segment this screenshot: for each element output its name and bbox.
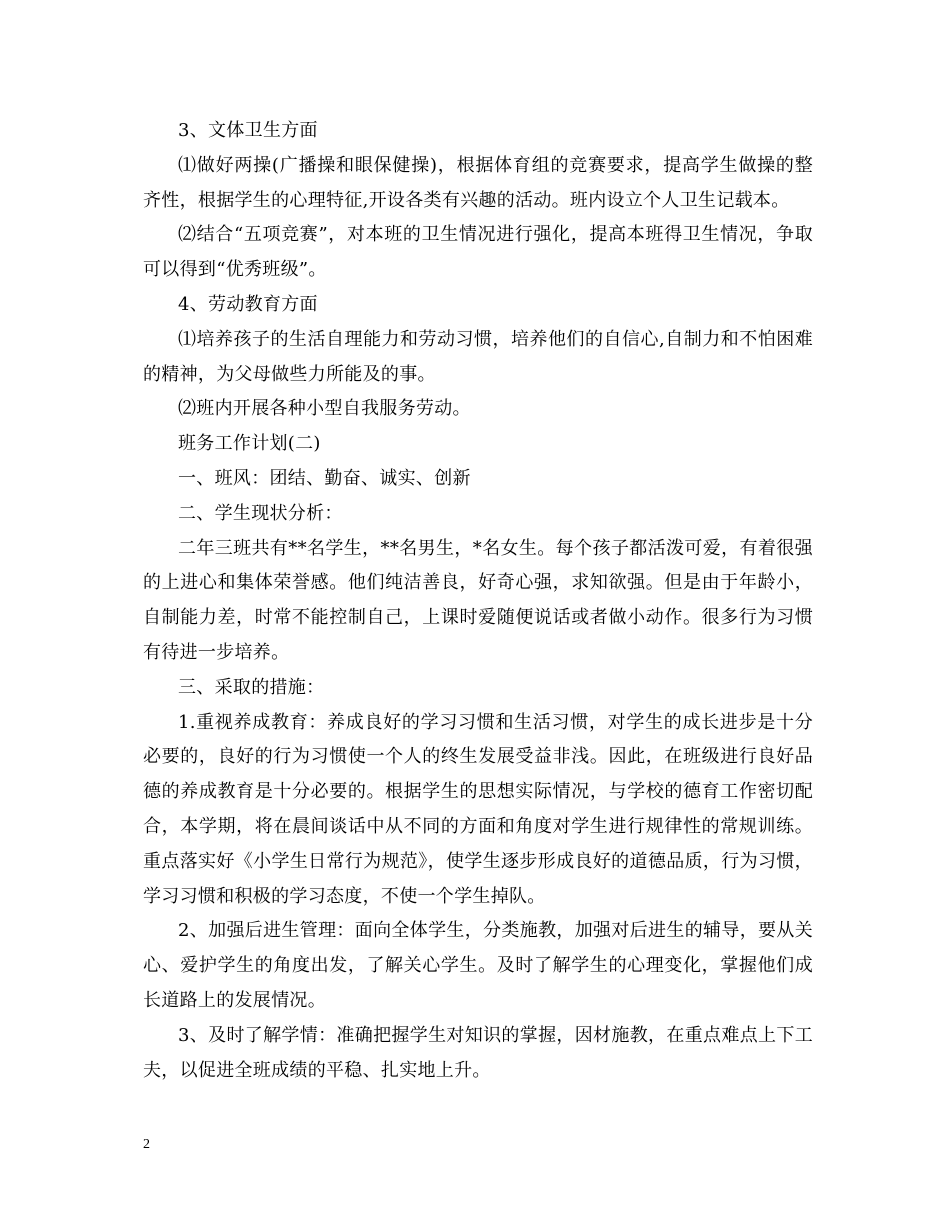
section-heading-sports-hygiene: 3、文体卫生方面	[178, 120, 318, 141]
paragraph-learning-situation: 3、及时了解学情：准确把握学生对知识的掌握，因材施教，在重点难点上下工夫，以促进全班成绩的平稳、扎实地上升。	[143, 1024, 813, 1081]
section-heading-labor-education: 4、劳动教育方面	[178, 293, 318, 315]
paragraph-student-analysis: 二年三班共有**名学生，**名男生，*名女生。每个孩子都活泼可爱，有着很强的上进心和集体荣誉感。他们纯洁善良，好奇心强，求知欲强。但是由于年龄小，自制能力差，时常不能控制自己，上课时爱随便说话或者做小动作。很多行为习惯有待进一步培养。	[143, 537, 813, 663]
document-body	[143, 114, 813, 1088]
page-number: 2	[143, 1137, 150, 1152]
paragraph-underachiever-management: 2、加强后进生管理：面向全体学生，分类施教，加强对后进生的辅导，要从关心、爱护学生的角度出发，了解关心学生。及时了解学生的心理变化，掌握他们成长道路上的发展情况。	[143, 920, 813, 1011]
paragraph-habit-education: 1.重视养成教育：养成良好的学习习惯和生活习惯，对学生的成长进步是十分必要的，良好的行为习惯使一个人的终生发展受益非浅。因此，在班级进行良好品德的养成教育是十分必要的。根据学生的思想实际情况，与学校的德育工作密切配合，本学期，将在晨间谈话中从不同的方面和角度对学生进行规律性的常规训练。重点落实好《小学生日常行为规范》，使学生逐步形成良好的道德品质，行为习惯，学习习惯和积极的学习态度，不使一个学生掉队。	[143, 711, 813, 907]
paragraph-self-care: ⑴培养孩子的生活自理能力和劳动习惯，培养他们的自信心,自制力和不怕困难的精神，为父母做些力所能及的事。	[143, 328, 813, 385]
section-heading-class-spirit: 一、班风：团结、勤奋、诚实、创新	[178, 467, 471, 489]
section-heading-measures: 三、采取的措施：	[178, 676, 325, 698]
paragraph-exercises: ⑴做好两操(广播操和眼保健操)，根据体育组的竞赛要求，提高学生做操的整齐性，根据学生的心理特征,开设各类有兴趣的活动。班内设立个人卫生记载本。	[143, 154, 813, 211]
paragraph-five-competitions: ⑵结合“五项竞赛”，对本班的卫生情况进行强化，提高本班得卫生情况，争取可以得到“优秀班级”。	[143, 224, 813, 281]
paragraph-self-service-labor: ⑵班内开展各种小型自我服务劳动。	[178, 398, 471, 420]
document-subtitle: 班务工作计划(二)	[178, 433, 321, 455]
section-heading-student-analysis: 二、学生现状分析：	[178, 502, 343, 524]
